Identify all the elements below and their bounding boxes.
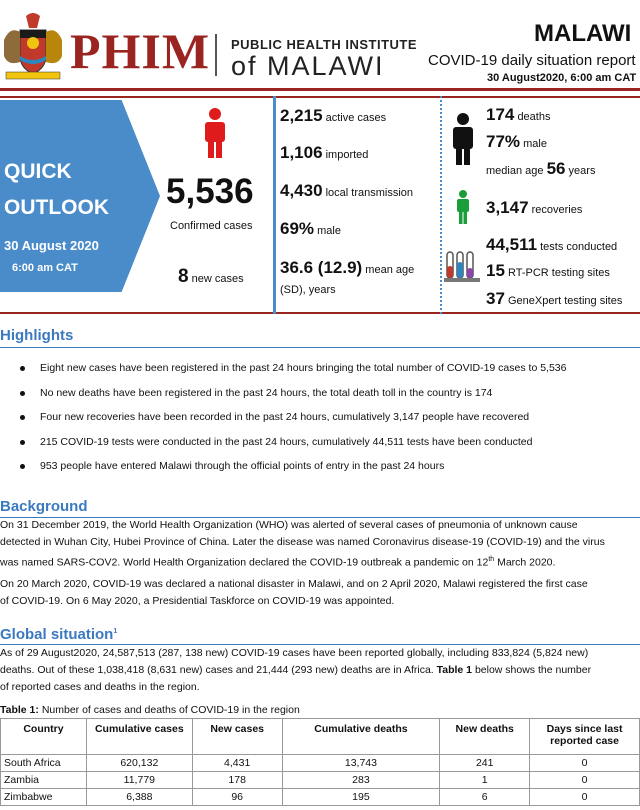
new-cases-label: new cases bbox=[191, 273, 244, 285]
deaths bbox=[486, 105, 550, 125]
genexpert-value: 37 bbox=[486, 289, 505, 308]
mean-age bbox=[280, 258, 414, 278]
table-cell: 96 bbox=[192, 789, 282, 806]
paragraph-text: was named SARS-COV2. World Health Organization declared the COVID-19 outbreak a pandemic on 12 bbox=[0, 556, 489, 569]
quick-outlook-line2: OUTLOOK bbox=[4, 196, 109, 219]
global-paragraph bbox=[0, 645, 640, 696]
imported-cases bbox=[280, 143, 368, 163]
footnote-ref: 1 bbox=[113, 628, 118, 635]
table-row bbox=[1, 755, 640, 772]
list-item: 953 people have entered Malawi through the official points of entry in the past 24 hours bbox=[20, 460, 640, 485]
table-header-row bbox=[1, 719, 640, 755]
mean-age-unit: (SD), years bbox=[280, 284, 336, 296]
rtpcr-sites bbox=[486, 261, 610, 281]
quick-outlook-title bbox=[4, 154, 109, 226]
table-header: New cases bbox=[192, 719, 282, 755]
local-transmission-value: 4,430 bbox=[280, 181, 323, 200]
highlights-rule bbox=[0, 347, 640, 348]
table-cell: 13,743 bbox=[282, 755, 440, 772]
paragraph-line: of reported cases and deaths in the region. bbox=[0, 681, 200, 693]
paragraph-text: below shows the number bbox=[472, 664, 592, 676]
new-cases-value: 8 bbox=[178, 266, 189, 287]
male-deaths bbox=[486, 132, 547, 152]
imported-value: 1,106 bbox=[280, 143, 323, 162]
outlook-time: 6:00 am CAT bbox=[12, 262, 78, 274]
table-header: Cumulative cases bbox=[86, 719, 192, 755]
table-caption bbox=[0, 704, 300, 716]
table-header: New deaths bbox=[440, 719, 530, 755]
median-age bbox=[486, 159, 595, 179]
outlook-date: 30 August 2020 bbox=[4, 238, 99, 253]
table-cell: 0 bbox=[530, 755, 640, 772]
tests-value: 44,511 bbox=[486, 235, 538, 254]
table-cell: 241 bbox=[440, 755, 530, 772]
table-row bbox=[1, 772, 640, 789]
table-header: Days since last reported case bbox=[530, 719, 640, 755]
median-age-unit: years bbox=[568, 165, 596, 177]
active-cases-value: 2,215 bbox=[280, 106, 323, 125]
recoveries-label: recoveries bbox=[531, 204, 583, 216]
imported-label: imported bbox=[325, 149, 369, 161]
person-red-icon bbox=[201, 108, 229, 158]
rtpcr-value: 15 bbox=[486, 261, 505, 280]
report-title: COVID-19 daily situation report bbox=[428, 52, 636, 69]
background-paragraph-1 bbox=[0, 517, 640, 572]
list-item: Four new recoveries have been recorded in the past 24 hours, cumulatively 3,147 people have recovered bbox=[20, 411, 640, 436]
deaths-value: 174 bbox=[486, 105, 515, 124]
genexpert-sites bbox=[486, 289, 622, 309]
background-heading: Background bbox=[0, 498, 88, 515]
test-tubes-icon bbox=[444, 250, 482, 286]
table-cell: Zambia bbox=[1, 772, 87, 789]
table-ref: Table 1 bbox=[436, 664, 473, 676]
highlights-heading: Highlights bbox=[0, 327, 74, 344]
table-cell: 6,388 bbox=[86, 789, 192, 806]
mean-age-label: mean age bbox=[365, 264, 415, 276]
male-cases-value: 69% bbox=[280, 219, 315, 238]
logo-subtitle-1: PUBLIC HEALTH INSTITUTE bbox=[231, 37, 418, 52]
table-cell: 11,779 bbox=[86, 772, 192, 789]
table-cell: 1 bbox=[440, 772, 530, 789]
table-cell: 0 bbox=[530, 789, 640, 806]
global-heading-text: Global situation bbox=[0, 626, 114, 643]
paragraph-line: detected in Wuhan City, Hubei Province of China. Later the disease was named Coronavirus disease-19 (COVID-19) and the virus bbox=[0, 536, 605, 548]
confirmed-cases-label: Confirmed cases bbox=[170, 220, 253, 232]
active-cases-label: active cases bbox=[325, 112, 387, 124]
table-header: Country bbox=[1, 719, 87, 755]
median-age-value: 56 bbox=[546, 159, 566, 178]
deaths-label: deaths bbox=[517, 111, 551, 123]
table-cell: 283 bbox=[282, 772, 440, 789]
list-item: 215 COVID-19 tests were conducted in the past 24 hours, cumulatively 44,511 tests have been conducted bbox=[20, 436, 640, 461]
paragraph-line bbox=[0, 662, 640, 679]
mean-age-value: 36.6 (12.9) bbox=[280, 258, 363, 277]
person-black-icon bbox=[450, 113, 476, 165]
local-transmission bbox=[280, 181, 413, 201]
recoveries-value: 3,147 bbox=[486, 198, 529, 217]
confirmed-cases-value: 5,536 bbox=[166, 172, 254, 211]
coat-of-arms-icon bbox=[0, 10, 66, 84]
median-age-label: median age bbox=[486, 165, 544, 177]
rtpcr-label: RT-PCR testing sites bbox=[507, 267, 610, 279]
paragraph-text: deaths. Out of these 1,038,418 (8,631 new) cases and 21,444 (293 new) deaths are in Africa. bbox=[0, 664, 437, 676]
active-cases bbox=[280, 106, 386, 126]
table-cell: 6 bbox=[440, 789, 530, 806]
male-deaths-label: male bbox=[523, 138, 547, 150]
paragraph-line: On 20 March 2020, COVID-19 was declared a national disaster in Malawi, and on 2 April 2020, Malawi registered the first case bbox=[0, 578, 588, 590]
background-paragraph-2 bbox=[0, 576, 640, 610]
genexpert-label: GeneXpert testing sites bbox=[507, 295, 623, 307]
male-cases bbox=[280, 219, 341, 239]
paragraph-line bbox=[0, 551, 640, 572]
superscript: th bbox=[488, 556, 495, 563]
column-divider-1 bbox=[273, 96, 276, 314]
person-green-icon bbox=[455, 190, 471, 224]
region-cases-table bbox=[0, 718, 640, 806]
recoveries bbox=[486, 198, 582, 218]
quick-outlook-line1: QUICK bbox=[4, 160, 72, 183]
table-row bbox=[1, 789, 640, 806]
logo-divider bbox=[215, 34, 217, 76]
paragraph-text: March 2020. bbox=[494, 556, 556, 569]
tests-conducted bbox=[486, 235, 617, 255]
list-item: No new deaths have been registered in the past 24 hours, the total death toll in the country is 174 bbox=[20, 387, 640, 412]
table-caption-text: Number of cases and deaths of COVID-19 in the region bbox=[38, 704, 300, 716]
new-cases bbox=[178, 266, 244, 288]
country-name: MALAWI bbox=[534, 20, 632, 47]
table-cell: South Africa bbox=[1, 755, 87, 772]
local-transmission-label: local transmission bbox=[325, 187, 414, 199]
male-deaths-value: 77% bbox=[486, 132, 521, 151]
global-heading bbox=[0, 626, 117, 643]
logo-text: PHIM bbox=[70, 23, 211, 79]
list-item: Eight new cases have been registered in the past 24 hours bringing the total number of COVID-19 cases to 5,536 bbox=[20, 362, 640, 387]
table-header: Cumulative deaths bbox=[282, 719, 440, 755]
table-cell: 620,132 bbox=[86, 755, 192, 772]
table-cell: 178 bbox=[192, 772, 282, 789]
table-caption-label: Table 1: bbox=[0, 704, 39, 716]
column-divider-2 bbox=[440, 96, 442, 314]
paragraph-line: As of 29 August2020, 24,587,513 (287, 138 new) COVID-19 cases have been reported globally, including 833,824 (5,824 new) bbox=[0, 647, 589, 659]
table-cell: Zimbabwe bbox=[1, 789, 87, 806]
logo-subtitle-2: of MALAWI bbox=[231, 51, 385, 81]
header-divider bbox=[0, 88, 640, 91]
highlights-list bbox=[20, 362, 640, 485]
table-cell: 0 bbox=[530, 772, 640, 789]
table-cell: 4,431 bbox=[192, 755, 282, 772]
paragraph-line: On 31 December 2019, the World Health Organization (WHO) was alerted of several cases of pneumonia of unknown cause bbox=[0, 519, 578, 531]
report-date: 30 August2020, 6:00 am CAT bbox=[487, 72, 637, 84]
tests-label: tests conducted bbox=[540, 241, 618, 253]
paragraph-line: of COVID-19. On 6 May 2020, a Presidential Taskforce on COVID-19 was appointed. bbox=[0, 595, 395, 607]
male-cases-label: male bbox=[317, 225, 341, 237]
table-cell: 195 bbox=[282, 789, 440, 806]
